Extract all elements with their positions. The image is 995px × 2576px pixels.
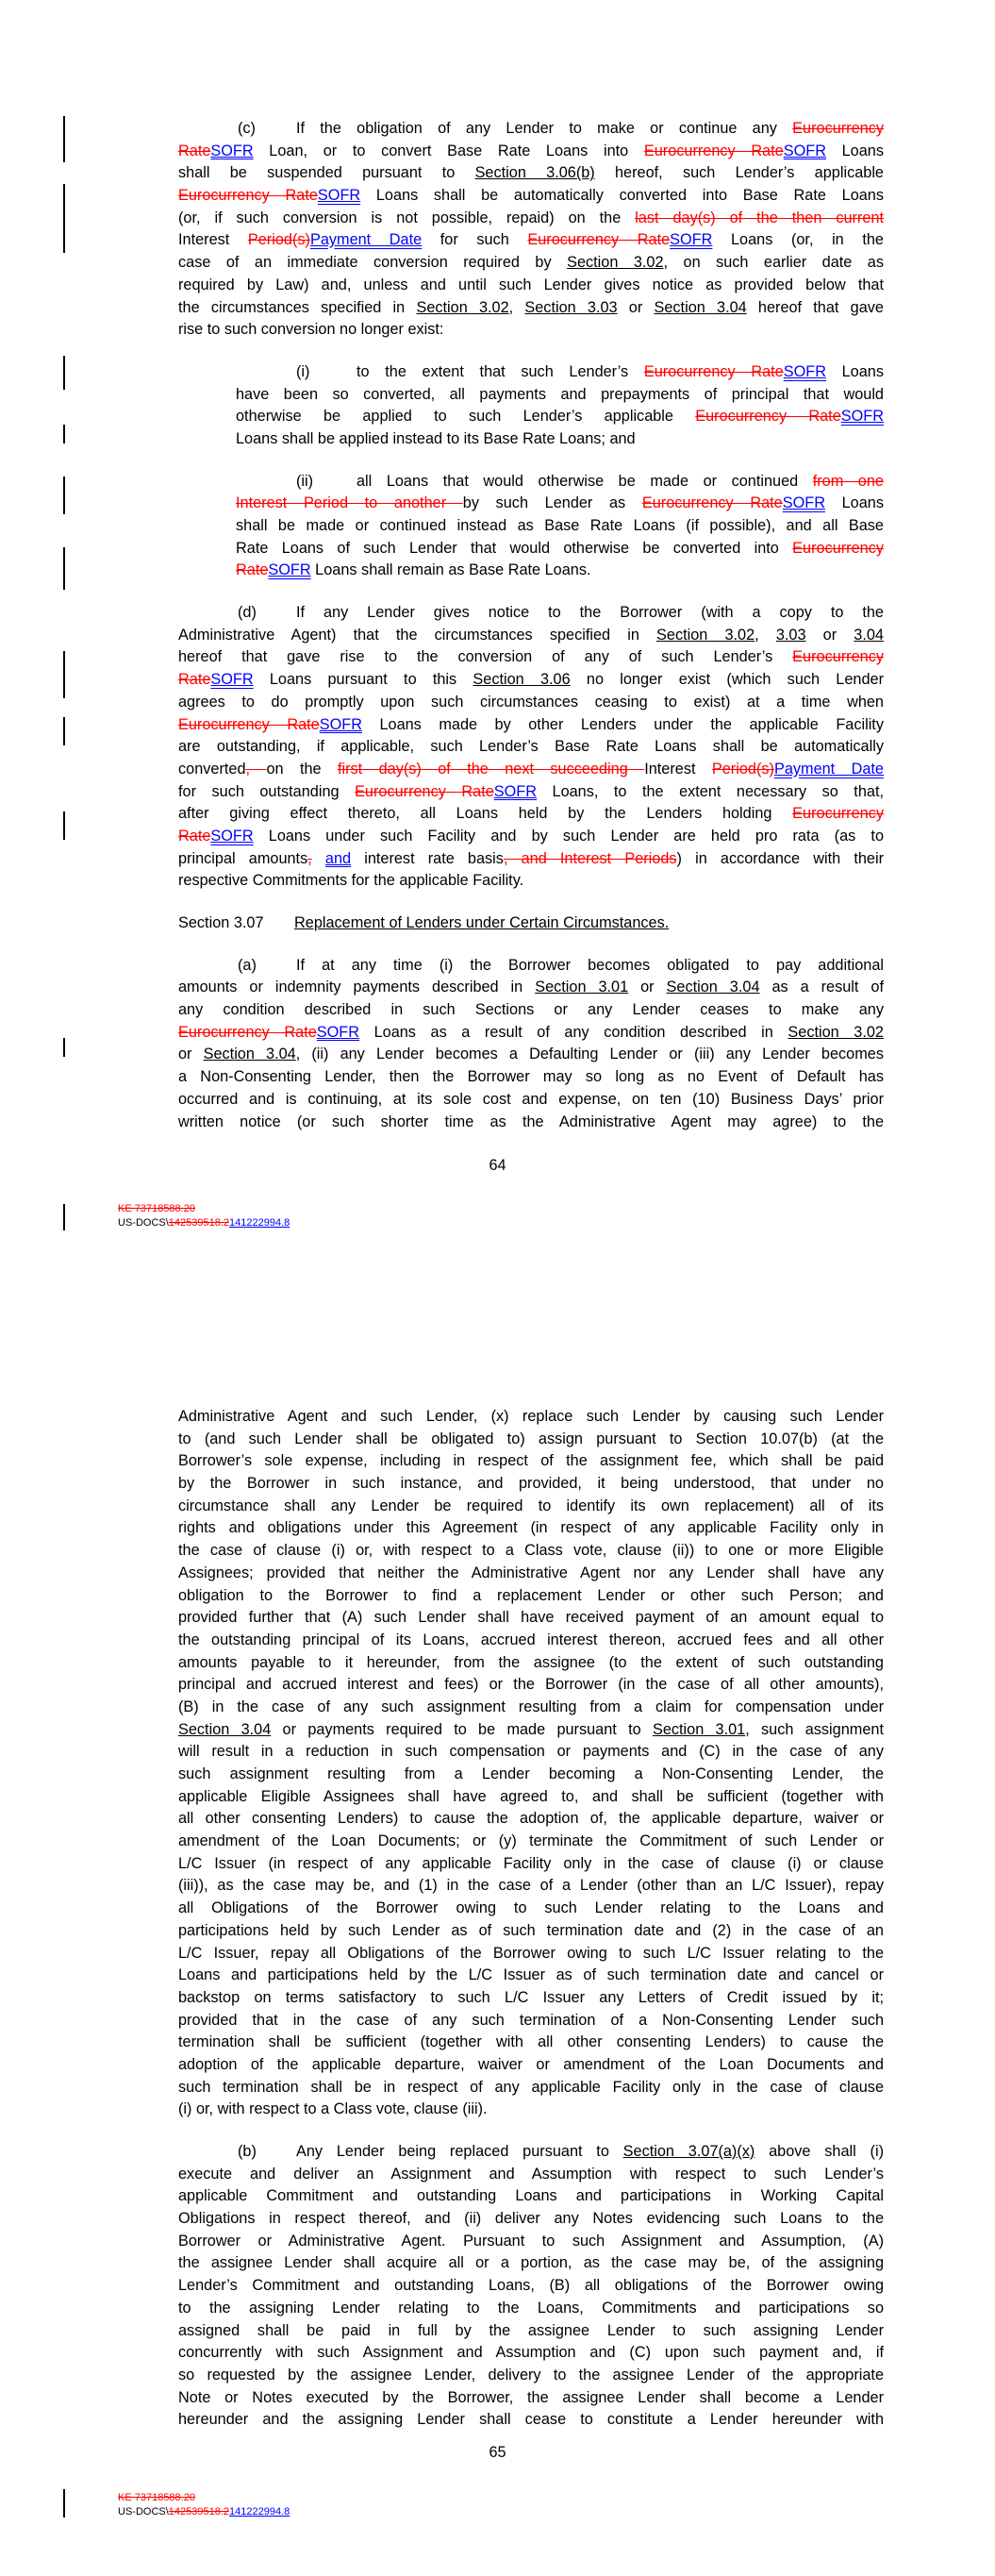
text-run: converted bbox=[178, 760, 246, 778]
footer-new-number: 141222994.8 bbox=[229, 2506, 290, 2517]
cross-reference[interactable]: Section 3.02 bbox=[416, 298, 509, 316]
cross-reference[interactable]: Section 3.04 bbox=[178, 1720, 272, 1738]
text-line bbox=[178, 2342, 884, 2365]
text-run: amounts payable to it hereunder, from the assignee (to the extent of such outstanding bbox=[178, 1653, 884, 1671]
deleted-text: Rate bbox=[178, 142, 211, 159]
text-run: principal amounts bbox=[178, 849, 308, 867]
inserted-text: SOFR bbox=[268, 561, 311, 579]
text-line bbox=[178, 646, 884, 669]
text-run: ) in accordance with their bbox=[676, 849, 884, 867]
text-run: provided further that (A) such Lender shall have received payment of an amount equal to bbox=[178, 1609, 884, 1627]
inserted-text: SOFR bbox=[493, 782, 538, 800]
text-line bbox=[178, 2320, 884, 2343]
text-line bbox=[178, 252, 884, 275]
text-run: will result in a reduction in such compensation or payments and (C) in the case of any bbox=[178, 1743, 884, 1761]
text-run: L/C Issuer (in respect of any applicable Facility only in the case of clause (i) or clause bbox=[178, 1854, 884, 1872]
text-run: Loan, or to convert Base Rate Loans into bbox=[253, 142, 644, 159]
text-line bbox=[178, 714, 884, 737]
cross-reference[interactable]: Section 3.01 bbox=[652, 1720, 746, 1738]
text-run: otherwise be applied to such Lender’s applicable bbox=[236, 408, 696, 426]
clause-label: (a) bbox=[238, 956, 257, 974]
clause-label: (b) bbox=[238, 2143, 257, 2160]
text-line bbox=[178, 538, 884, 560]
text-line bbox=[178, 2099, 884, 2121]
clause-label: (ii) bbox=[296, 472, 314, 490]
text-run: Loans shall remain as Base Rate Loans. bbox=[310, 561, 591, 579]
cross-reference[interactable]: Section 3.04 bbox=[666, 979, 760, 996]
text-line bbox=[178, 1831, 884, 1853]
change-bar bbox=[63, 184, 65, 253]
text-run: Interest bbox=[178, 231, 248, 249]
inserted-text: Payment Date bbox=[309, 231, 423, 249]
text-line bbox=[178, 625, 884, 647]
inserted-text: SOFR bbox=[316, 1023, 360, 1041]
deleted-text: , bbox=[245, 760, 267, 778]
text-run: to (and such Lender shall be obligated to) assign pursuant to Section 10.07(b) (at the bbox=[178, 1430, 884, 1447]
deleted-text: Period(s) bbox=[711, 760, 774, 778]
text-line bbox=[178, 1853, 884, 1876]
footer-doc-id bbox=[118, 1216, 290, 1230]
text-run: If at any time (i) the Borrower becomes obligated to pay additional bbox=[296, 956, 884, 974]
text-run: , bbox=[755, 626, 776, 644]
text-run: , on such earlier date as bbox=[663, 254, 884, 272]
cross-reference[interactable]: Replacement of Lenders under Certain Circumstances. bbox=[294, 914, 670, 931]
text-run: Loans shall be automatically converted into Base Rate Loans bbox=[360, 187, 884, 205]
text-line bbox=[178, 560, 884, 582]
text-line bbox=[178, 428, 884, 451]
paragraph bbox=[178, 471, 884, 582]
paragraph bbox=[178, 1406, 884, 2121]
text-run: after giving effect thereto, all Loans held by the Lenders holding bbox=[178, 805, 793, 823]
text-line bbox=[178, 1875, 884, 1898]
deleted-text: Rate bbox=[178, 671, 211, 689]
text-run: or bbox=[617, 298, 655, 316]
text-run: to the extent that such Lender’s bbox=[357, 362, 644, 380]
footer-old-number: 142539518.2 bbox=[168, 1217, 230, 1229]
deleted-text: Period(s) bbox=[247, 231, 310, 249]
text-line bbox=[178, 1674, 884, 1697]
cross-reference[interactable]: Section 3.04 bbox=[654, 298, 747, 316]
text-run: Loans as a result of any condition described in bbox=[359, 1023, 788, 1041]
text-run: Loans, to the extent necessary so that, bbox=[537, 782, 884, 800]
deleted-text: , and Interest Periods bbox=[503, 849, 677, 867]
text-line bbox=[178, 1607, 884, 1630]
text-line bbox=[178, 493, 884, 515]
text-run: hereof that gave bbox=[746, 298, 884, 316]
text-run: concurrently with such Assignment and Assumption and (C) upon such payment and, if bbox=[178, 2344, 884, 2362]
text-run: as a result of bbox=[759, 979, 884, 996]
text-run: or bbox=[805, 626, 854, 644]
paragraph bbox=[178, 955, 884, 1134]
text-run: L/C Issuer, repay all Obligations of the Borrower owing to such L/C Issuer relating to the bbox=[178, 1944, 884, 1962]
text-run: execute and deliver an Assignment and Assumption with respect to such Lender’s bbox=[178, 2165, 884, 2183]
change-bar bbox=[63, 425, 65, 443]
page-body bbox=[178, 1406, 884, 2451]
text-line bbox=[178, 870, 884, 893]
text-line bbox=[178, 2141, 884, 2164]
text-line bbox=[178, 2010, 884, 2032]
text-run: required by Law) and, unless and until such Lender gives notice as provided below that bbox=[178, 276, 884, 293]
text-run: Lender’s Commitment and outstanding Loans, (B) all obligations of the Borrower owing bbox=[178, 2277, 884, 2295]
text-line bbox=[178, 1044, 884, 1066]
deleted-text: Eurocurrency bbox=[792, 648, 884, 666]
text-run: Loans bbox=[825, 362, 884, 380]
text-line bbox=[178, 2077, 884, 2099]
text-run: interest rate basis bbox=[351, 849, 504, 867]
text-run: Borrower or Administrative Agent. Pursuant to such Assignment and Assumption, (A) bbox=[178, 2232, 884, 2250]
page-number: 65 bbox=[489, 2444, 506, 2461]
text-line bbox=[178, 2208, 884, 2231]
text-line bbox=[178, 319, 884, 342]
footer-doc-id bbox=[118, 2505, 290, 2519]
text-run: for such outstanding bbox=[178, 782, 356, 800]
text-run: agrees to do promptly upon such circumstances ceasing to exist) at a time when bbox=[178, 693, 884, 711]
deleted-text: Eurocurrency Rate bbox=[643, 142, 784, 159]
section-heading bbox=[178, 912, 884, 935]
clause-label: (i) bbox=[296, 362, 310, 380]
text-run: are outstanding, if applicable, such Lender’s Base Rate Loans shall be automatically bbox=[178, 738, 884, 756]
text-run: by such Lender as bbox=[462, 494, 642, 512]
text-line bbox=[178, 1066, 884, 1089]
text-line bbox=[178, 2032, 884, 2054]
inserted-text: SOFR bbox=[840, 408, 884, 426]
change-bar bbox=[63, 1038, 65, 1057]
text-line bbox=[178, 1563, 884, 1585]
deleted-text: first day(s) of the next succeeding bbox=[337, 760, 645, 778]
text-line bbox=[178, 602, 884, 625]
text-run: case of an immediate conversion required by bbox=[178, 254, 568, 272]
text-run: rise to such conversion no longer exist: bbox=[178, 321, 444, 339]
text-line bbox=[178, 229, 884, 252]
cross-reference[interactable]: 3.03 bbox=[775, 626, 806, 644]
inserted-text: SOFR bbox=[210, 142, 254, 159]
change-bar bbox=[63, 356, 65, 390]
text-run: all Loans that would otherwise be made or continued bbox=[357, 472, 813, 490]
clause-label: (c) bbox=[238, 120, 256, 137]
inserted-text: SOFR bbox=[317, 187, 361, 205]
text-run: Any Lender being replaced pursuant to bbox=[296, 2143, 623, 2160]
text-line bbox=[178, 1898, 884, 1920]
text-run: all Obligations of the Borrower owing to such Lender relating to the Loans and bbox=[178, 1899, 884, 1917]
text-run: Assignees; provided that neither the Administrative Agent nor any Lender shall have any bbox=[178, 1564, 884, 1581]
text-line bbox=[178, 1540, 884, 1563]
text-line bbox=[178, 955, 884, 978]
text-run: or payments required to be made pursuant to bbox=[271, 1720, 653, 1738]
text-run: above shall (i) bbox=[755, 2143, 884, 2160]
text-run: Rate Loans of such Lender that would otherwise be converted into bbox=[236, 539, 793, 557]
text-line bbox=[178, 275, 884, 297]
text-line bbox=[178, 162, 884, 185]
text-run: obligation to the Borrower to find a replacement Lender or other such Person; and bbox=[178, 1586, 884, 1604]
text-run: the case of clause (i) or, with respect to a Class vote, clause (ii)) to one or more Eligible bbox=[178, 1542, 884, 1560]
cross-reference[interactable]: Section 3.01 bbox=[535, 979, 629, 996]
text-line bbox=[178, 736, 884, 759]
paragraph bbox=[178, 118, 884, 342]
text-run: Obligations in respect thereof, and (ii) deliver any Notes evidencing such Loans to the bbox=[178, 2210, 884, 2228]
text-run: , (ii) any Lender becomes a Defaulting Lender or (iii) any Lender becomes bbox=[295, 1045, 884, 1063]
text-run: applicable Eligible Assignees shall have agreed to, and shall be sufficient (together with bbox=[178, 1787, 884, 1805]
text-line bbox=[178, 1764, 884, 1786]
text-line bbox=[178, 185, 884, 208]
inserted-text: SOFR bbox=[319, 715, 362, 733]
deleted-text: Eurocurrency Rate bbox=[178, 715, 320, 733]
inserted-text: SOFR bbox=[783, 362, 826, 380]
text-run: shall be made or continued instead as Base Rate Loans (if possible), and all Base bbox=[236, 517, 884, 534]
text-line bbox=[178, 692, 884, 714]
text-run: respective Commitments for the applicable Facility. bbox=[178, 872, 524, 890]
footer-old-doc-id: KE 73718588.20 bbox=[118, 1203, 195, 1214]
text-line bbox=[178, 471, 884, 493]
deleted-text: last day(s) of the then current bbox=[635, 209, 884, 226]
text-run: the circumstances specified in bbox=[178, 298, 417, 316]
text-line bbox=[178, 1429, 884, 1451]
document-footer bbox=[118, 1202, 290, 1230]
deleted-text: Eurocurrency Rate bbox=[178, 1023, 317, 1041]
text-run: so requested by the assignee Lender, delivery to the assignee Lender of the appropriate bbox=[178, 2366, 884, 2384]
text-run bbox=[312, 850, 325, 867]
deleted-text: Rate bbox=[178, 827, 211, 845]
text-run: assigned shall be paid in full by the assignee Lender to such assigning Lender bbox=[178, 2321, 884, 2339]
page-body bbox=[178, 118, 884, 1153]
text-line bbox=[178, 1965, 884, 1987]
cross-reference[interactable]: Section 3.06 bbox=[473, 671, 571, 689]
text-line bbox=[178, 1585, 884, 1608]
text-line bbox=[178, 1022, 884, 1045]
cross-reference[interactable]: Section 3.02 bbox=[567, 254, 664, 272]
text-line bbox=[178, 1517, 884, 1540]
text-run: amendment of the Loan Documents; or (y) terminate the Commitment of such Lender or bbox=[178, 1832, 884, 1850]
text-line bbox=[178, 1808, 884, 1831]
text-run: circumstance shall any Lender be required to identify its own replacement) all of its bbox=[178, 1497, 884, 1514]
paragraph bbox=[178, 361, 884, 451]
inserted-text: and bbox=[324, 849, 352, 867]
deleted-text: Eurocurrency Rate bbox=[695, 408, 841, 426]
deleted-text: Eurocurrency Rate bbox=[527, 231, 671, 249]
text-line bbox=[178, 406, 884, 428]
cross-reference[interactable]: Section 3.03 bbox=[524, 298, 618, 316]
text-run: principal and accrued interest and fees) or the Borrower (in the case of all other amounts), bbox=[178, 1676, 884, 1694]
text-run: shall be suspended pursuant to bbox=[178, 164, 475, 182]
text-run: rights and obligations under this Agreement (in respect of any applicable Facility only in bbox=[178, 1519, 884, 1537]
text-line bbox=[178, 297, 884, 320]
change-bar bbox=[63, 2489, 65, 2517]
text-line bbox=[178, 141, 884, 163]
footer-old-number: 142539518.2 bbox=[168, 2506, 230, 2517]
text-line bbox=[178, 2231, 884, 2253]
deleted-text: Eurocurrency Rate bbox=[178, 187, 318, 205]
change-bar bbox=[63, 811, 65, 840]
text-line bbox=[178, 2275, 884, 2298]
text-run: Interest bbox=[644, 760, 712, 778]
text-line bbox=[178, 1719, 884, 1742]
inserted-text: SOFR bbox=[782, 494, 825, 512]
text-line bbox=[178, 384, 884, 407]
text-line bbox=[178, 1473, 884, 1496]
text-run: If the obligation of any Lender to make or continue any bbox=[296, 120, 793, 137]
text-line bbox=[178, 1697, 884, 1719]
deleted-text: Interest Period to another bbox=[236, 494, 463, 512]
text-run: on the bbox=[266, 760, 338, 778]
change-bar bbox=[63, 477, 65, 514]
footer-new-number: 141222994.8 bbox=[229, 1217, 290, 1229]
text-run: , bbox=[508, 298, 525, 316]
text-line bbox=[178, 759, 884, 781]
text-run: to the assigning Lender relating to the Loans, Commitments and participations so bbox=[178, 2299, 884, 2317]
text-line bbox=[178, 1496, 884, 1518]
text-line bbox=[178, 1089, 884, 1112]
section-number: Section 3.07 bbox=[178, 914, 264, 931]
text-run: the assignee Lender shall acquire all or a portion, as the case may be, of the assigning bbox=[178, 2254, 884, 2272]
cross-reference[interactable]: 3.04 bbox=[854, 626, 884, 644]
text-line bbox=[178, 826, 884, 848]
text-run: by the Borrower in such instance, and provided, it being understood, that under no bbox=[178, 1475, 884, 1493]
text-run: (B) in the case of any such assignment resulting from a claim for compensation under bbox=[178, 1698, 884, 1715]
text-run: participations held by such Lender as of such termination date and (2) in the case of an bbox=[178, 1921, 884, 1939]
text-line bbox=[178, 999, 884, 1022]
footer-old-doc-id: KE 73718588.20 bbox=[118, 2492, 195, 2503]
deleted-text: Eurocurrency bbox=[792, 120, 884, 137]
text-run: any condition described in such Sections or any Lender ceases to make any bbox=[178, 1001, 884, 1019]
inserted-text: SOFR bbox=[210, 827, 254, 845]
text-line bbox=[178, 1406, 884, 1429]
text-line bbox=[178, 1652, 884, 1675]
text-run: such assignment resulting from a Lender becoming a Non-Consenting Lender, the bbox=[178, 1765, 884, 1782]
text-run: Loans shall be applied instead to its Base Rate Loans; and bbox=[236, 429, 636, 447]
deleted-text: from one bbox=[812, 472, 884, 490]
text-line bbox=[178, 1450, 884, 1473]
text-line bbox=[178, 2409, 884, 2432]
text-line bbox=[178, 208, 884, 230]
text-line bbox=[178, 1920, 884, 1943]
text-line bbox=[178, 1943, 884, 1965]
document-footer bbox=[118, 2491, 290, 2519]
inserted-text: SOFR bbox=[783, 142, 826, 159]
text-run: such termination shall be in respect of any applicable Facility only in the case of clause bbox=[178, 2078, 884, 2096]
text-run: or bbox=[178, 1045, 204, 1063]
cross-reference[interactable]: Section 3.07(a)(x) bbox=[622, 2143, 755, 2160]
text-run: Loans and participations held by the L/C Issuer as of such termination date and cancel or bbox=[178, 1966, 884, 1984]
text-line bbox=[178, 2185, 884, 2208]
text-line bbox=[178, 912, 884, 935]
text-run: Loans made by other Lenders under the applicable Facility bbox=[361, 715, 884, 733]
text-run: Loans under such Facility and by such Lender are held pro rata (as to bbox=[253, 827, 884, 845]
text-line bbox=[178, 1630, 884, 1652]
text-line bbox=[178, 2164, 884, 2186]
text-line bbox=[178, 2365, 884, 2387]
cross-reference[interactable]: Section 3.04 bbox=[203, 1045, 296, 1063]
inserted-text: SOFR bbox=[670, 231, 713, 249]
text-run: Borrower’s sole expense, including in respect of the assignment fee, which shall be paid bbox=[178, 1452, 884, 1470]
text-run: backstop on terms satisfactory to such L/C Issuer any Letters of Credit issued by it; bbox=[178, 1988, 884, 2006]
text-run: (or, if such conversion is not possible, repaid) on the bbox=[178, 209, 636, 226]
text-run: written notice (or such shorter time as the Administrative Agent may agree) to the bbox=[178, 1112, 884, 1130]
deleted-text: Eurocurrency bbox=[792, 539, 884, 557]
text-line bbox=[178, 2252, 884, 2275]
text-run: occurred and is continuing, at its sole cost and expense, on ten (10) Business Days’ prior bbox=[178, 1090, 884, 1108]
text-line bbox=[178, 1987, 884, 2010]
text-run: termination shall be sufficient (together with all other consenting Lenders) to cause the bbox=[178, 2033, 884, 2051]
text-run: or bbox=[628, 979, 667, 996]
text-line bbox=[178, 361, 884, 384]
text-run: , such assignment bbox=[745, 1720, 884, 1738]
text-line bbox=[178, 2298, 884, 2320]
text-run: (iii)), as the case may be, and (1) in the case of a Lender (other than an L/C Issuer), repay bbox=[178, 1877, 884, 1895]
text-run: have been so converted, all payments and prepayments of principal that would bbox=[236, 385, 884, 403]
text-line bbox=[178, 977, 884, 999]
text-run: Loans bbox=[825, 142, 884, 159]
footer-prefix: US-DOCS\ bbox=[118, 1217, 169, 1229]
change-bar bbox=[63, 651, 65, 698]
text-line bbox=[178, 1786, 884, 1809]
paragraph bbox=[178, 602, 884, 893]
text-run: (i) or, with respect to a Class vote, clause (iii). bbox=[178, 2100, 488, 2118]
text-run: Loans (or, in the bbox=[712, 231, 884, 249]
paragraph bbox=[178, 2141, 884, 2432]
cross-reference[interactable]: Section 3.02 bbox=[788, 1023, 884, 1041]
page-number: 64 bbox=[489, 1157, 506, 1174]
text-line bbox=[178, 803, 884, 826]
text-run: If any Lender gives notice to the Borrower (with a copy to the bbox=[296, 604, 884, 622]
deleted-text: , bbox=[307, 849, 312, 867]
text-run: hereunder and the assigning Lender shall cease to constitute a Lender hereunder with bbox=[178, 2411, 884, 2429]
change-bar bbox=[63, 717, 65, 745]
text-run: Administrative Agent and such Lender, (x) replace such Lender by causing such Lender bbox=[178, 1408, 884, 1425]
text-run: for such bbox=[422, 231, 528, 249]
deleted-text: Eurocurrency Rate bbox=[643, 362, 784, 380]
footer-prefix: US-DOCS\ bbox=[118, 2506, 169, 2517]
cross-reference[interactable]: Section 3.02 bbox=[656, 626, 755, 644]
text-run: Administrative Agent) that the circumstances specified in bbox=[178, 626, 657, 644]
deleted-text: Eurocurrency Rate bbox=[641, 494, 783, 512]
deleted-text: Eurocurrency bbox=[792, 805, 884, 823]
text-run: hereof, such Lender’s applicable bbox=[594, 164, 884, 182]
text-run: a Non-Consenting Lender, then the Borrower may so long as no Event of Default has bbox=[178, 1068, 884, 1086]
text-line bbox=[178, 118, 884, 141]
text-run: the outstanding principal of its Loans, accrued interest thereon, accrued fees and all other bbox=[178, 1631, 884, 1648]
text-run: Loans bbox=[824, 494, 884, 512]
text-line bbox=[178, 781, 884, 804]
text-line bbox=[178, 1112, 884, 1134]
text-run: all other consenting Lenders) to cause the adoption of, the applicable departure, waiver or bbox=[178, 1810, 884, 1828]
text-run: provided that in the case of any such termination of a Non-Consenting Lender such bbox=[178, 2011, 884, 2029]
change-bar bbox=[63, 116, 65, 162]
text-run: Note or Notes executed by the Borrower, the assignee Lender shall become a Lender bbox=[178, 2388, 884, 2406]
text-run: hereof that gave rise to the conversion of any of such Lender’s bbox=[178, 648, 793, 666]
change-bar bbox=[63, 1204, 65, 1230]
cross-reference[interactable]: Section 3.06(b) bbox=[474, 164, 595, 182]
text-run: amounts or indemnity payments described in bbox=[178, 979, 536, 996]
deleted-text: Eurocurrency Rate bbox=[355, 782, 494, 800]
text-run: no longer exist (which such Lender bbox=[570, 671, 884, 689]
text-line bbox=[178, 669, 884, 692]
text-line bbox=[178, 848, 884, 871]
text-run: adoption of the applicable departure, waiver or amendment of the Loan Documents and bbox=[178, 2055, 884, 2073]
clause-label: (d) bbox=[238, 604, 257, 622]
text-line bbox=[178, 2054, 884, 2077]
text-line bbox=[178, 515, 884, 538]
deleted-text: Rate bbox=[236, 561, 269, 579]
text-line bbox=[178, 1741, 884, 1764]
text-run: applicable Commitment and outstanding Loans and participations in Working Capital bbox=[178, 2187, 884, 2205]
text-run: Loans pursuant to this bbox=[253, 671, 473, 689]
change-bar bbox=[63, 547, 65, 590]
inserted-text: Payment Date bbox=[773, 760, 884, 778]
inserted-text: SOFR bbox=[210, 671, 254, 689]
text-line bbox=[178, 2387, 884, 2410]
